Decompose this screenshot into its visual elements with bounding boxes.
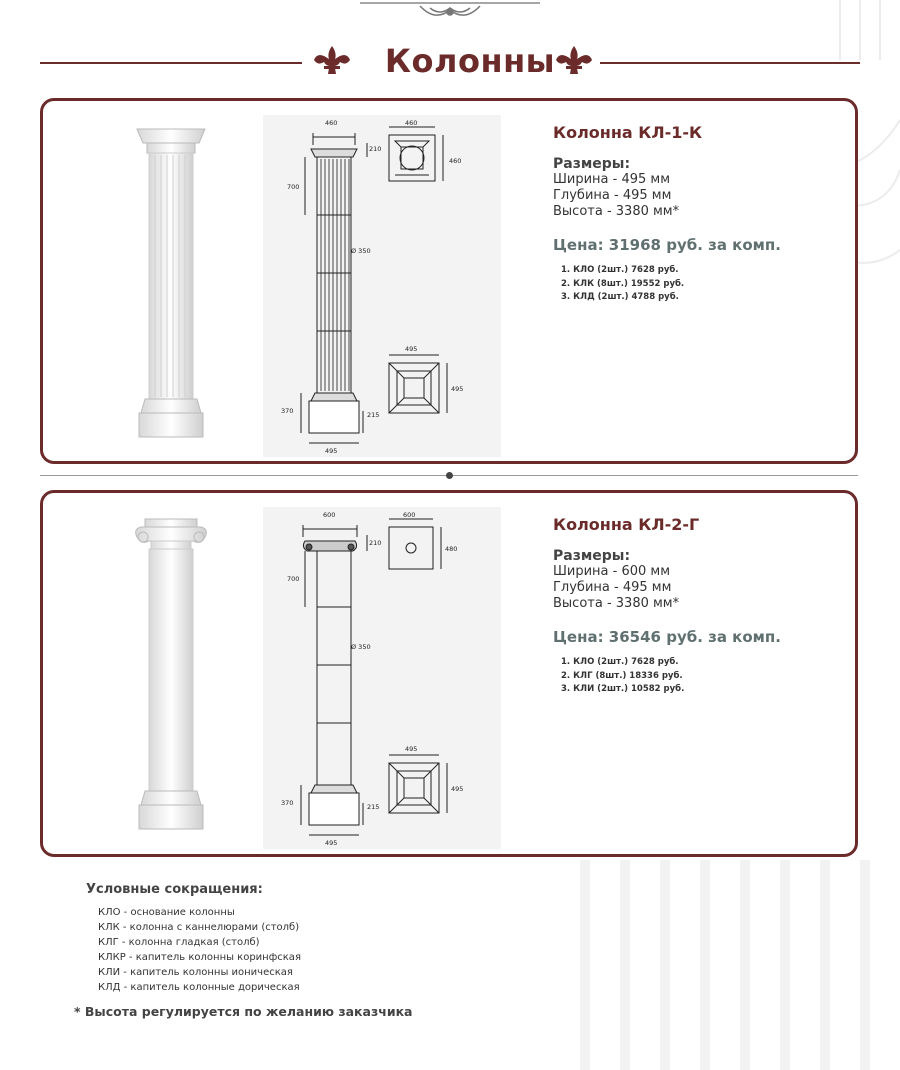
top-ornament (360, 0, 540, 24)
size-height: Высота - 3380 мм* (553, 596, 680, 611)
sizes-heading: Размеры: (553, 548, 631, 564)
page-title: Колонны (384, 42, 556, 80)
column-photo-fluted (131, 121, 211, 441)
dim-cap-height: 210 (369, 145, 382, 153)
legend-item: КЛД - капитель колонные дорическая (98, 982, 300, 993)
size-depth: Глубина - 495 мм (553, 580, 672, 595)
dim-base-height: 370 (281, 799, 294, 807)
dim-base-width: 495 (325, 839, 338, 847)
dim-plinth-height: 215 (367, 803, 380, 811)
product-info (553, 515, 843, 697)
parts-list (553, 264, 843, 305)
product-price: Цена: 31968 руб. за комп. (553, 236, 781, 254)
size-width: Ширина - 495 мм (553, 172, 671, 187)
title-rule-right (600, 62, 860, 64)
dim-plinth-height: 215 (367, 411, 380, 419)
dim-base-height: 370 (281, 407, 294, 415)
size-height: Высота - 3380 мм* (553, 204, 680, 219)
dim-cap-side-width: 460 (405, 119, 418, 127)
product-price: Цена: 36546 руб. за комп. (553, 628, 781, 646)
product-card-kl-1-k (40, 98, 858, 464)
dim-shaft-segment: 700 (287, 575, 300, 583)
dim-top-width: 600 (323, 511, 336, 519)
dim-base-width: 495 (325, 447, 338, 455)
product-title: Колонна КЛ-2-Г (553, 515, 700, 534)
product-info (553, 123, 843, 305)
abbreviations-legend (86, 882, 486, 995)
parts-list-item: 2. КЛГ (8шт.) 18336 руб. (561, 670, 683, 681)
legend-item: КЛО - основание колонны (98, 907, 235, 918)
fleur-de-lis-icon (552, 44, 596, 80)
product-title: Колонна КЛ-1-К (553, 123, 703, 142)
dim-cap-height: 210 (369, 539, 382, 547)
parts-list-item: 3. КЛД (2шт.) 4788 руб. (561, 292, 679, 302)
dim-cap-side-height: 480 (445, 545, 458, 553)
parts-list (553, 656, 843, 697)
dim-shaft-segment: 700 (287, 183, 300, 191)
legend-item: КЛГ - колонна гладкая (столб) (98, 937, 260, 948)
dim-cap-side-width: 600 (403, 511, 416, 519)
dim-diameter: Ø 350 (351, 643, 371, 651)
dim-base-side-width: 495 (405, 745, 418, 753)
dim-base-side-width: 495 (405, 345, 418, 353)
legend-item: КЛКР - капитель колонны коринфская (98, 952, 301, 963)
technical-drawing (263, 507, 501, 849)
divider-dot (446, 472, 453, 479)
page-header (40, 38, 860, 88)
dim-base-side-height: 495 (451, 785, 464, 793)
parts-list-item: 2. КЛК (8шт.) 19552 руб. (561, 278, 685, 289)
dim-top-width: 460 (325, 119, 338, 127)
column-photo-smooth (131, 513, 211, 833)
parts-list-item: 3. КЛИ (2шт.) 10582 руб. (561, 684, 685, 694)
size-depth: Глубина - 495 мм (553, 188, 672, 203)
size-width: Ширина - 600 мм (553, 564, 671, 579)
dim-base-side-height: 495 (451, 385, 464, 393)
parts-list-item: 1. КЛО (2шт.) 7628 руб. (561, 265, 679, 275)
dim-cap-side-height: 460 (449, 157, 462, 165)
fleur-de-lis-icon (310, 44, 354, 80)
product-card-kl-2-g (40, 490, 858, 857)
height-footnote: * Высота регулируется по желанию заказчика (74, 1004, 413, 1019)
legend-title: Условные сокращения: (86, 882, 263, 897)
sizes-heading: Размеры: (553, 156, 631, 172)
legend-item: КЛИ - капитель колонны ионическая (98, 967, 293, 978)
technical-drawing (263, 115, 501, 457)
title-rule-left (40, 62, 302, 64)
parts-list-item: 1. КЛО (2шт.) 7628 руб. (561, 657, 679, 667)
dim-diameter: Ø 350 (351, 247, 371, 255)
legend-item: КЛК - колонна с каннелюрами (столб) (98, 922, 300, 933)
